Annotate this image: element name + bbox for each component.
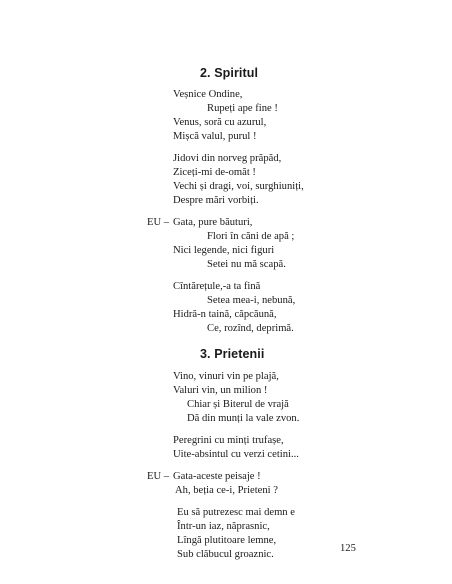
poem-line: Jidovi din norveg prăpăd, [173,153,282,164]
page-number: 125 [340,543,356,554]
poem-line: Rupeți ape fine ! [207,103,278,114]
poem-line: Flori în căni de apă ; [207,231,295,242]
poem-line: Uite-absintul cu verzi cetini... [173,449,299,460]
poem-line: Cîntărețule,-a ta fină [173,281,261,292]
poem-line: Lîngă plutitoare lemne, [177,535,277,546]
speaker-label: EU – [147,217,170,228]
poem-line: Vino, vinuri vin pe plajă, [173,371,279,382]
poem-line: Setei nu mă scapă. [207,259,286,270]
poem-line: Peregrini cu minți trufașe, [173,435,284,446]
section-title-prietenii: 3. Prietenii [200,347,265,361]
poem-line: Despre mări vorbiți. [173,195,259,206]
poem-line: Vechi și dragi, voi, surghiuniți, [173,181,304,192]
poem-line: Gata-aceste peisaje ! [173,471,261,482]
poem-line: Veșnice Ondine, [173,89,243,100]
speaker-label: EU – [147,471,170,482]
poem-line: Ah, beția ce-i, Prieteni ? [175,485,278,496]
poem-line: Venus, soră cu azurul, [173,117,267,128]
poem-line: Eu să putrezesc mai demn e [177,507,295,518]
poem-line: Într-un iaz, năprasnic, [177,521,270,532]
poem-line: Sub clăbucul groaznic. [177,549,274,560]
poem-line: Hidră-n taină, căpcăună, [173,309,277,320]
poem-line: Chiar și Biterul de vrajă [187,399,289,410]
poem-line: Ce, rozînd, deprimă. [207,323,294,334]
poem-line: Nici legende, nici figuri [173,245,275,256]
poem-line: Gata, pure băuturi, [173,217,253,228]
poem-line: Mișcă valul, purul ! [173,131,257,142]
section-title-spiritul: 2. Spiritul [200,66,259,80]
poem-line: Dă din munți la vale zvon. [187,413,300,424]
poem-line: Setea mea-i, nebună, [207,295,296,306]
poem-line: Ziceți-mi de-omăt ! [173,167,256,178]
poem-line: Valuri vin, un milion ! [173,385,268,396]
